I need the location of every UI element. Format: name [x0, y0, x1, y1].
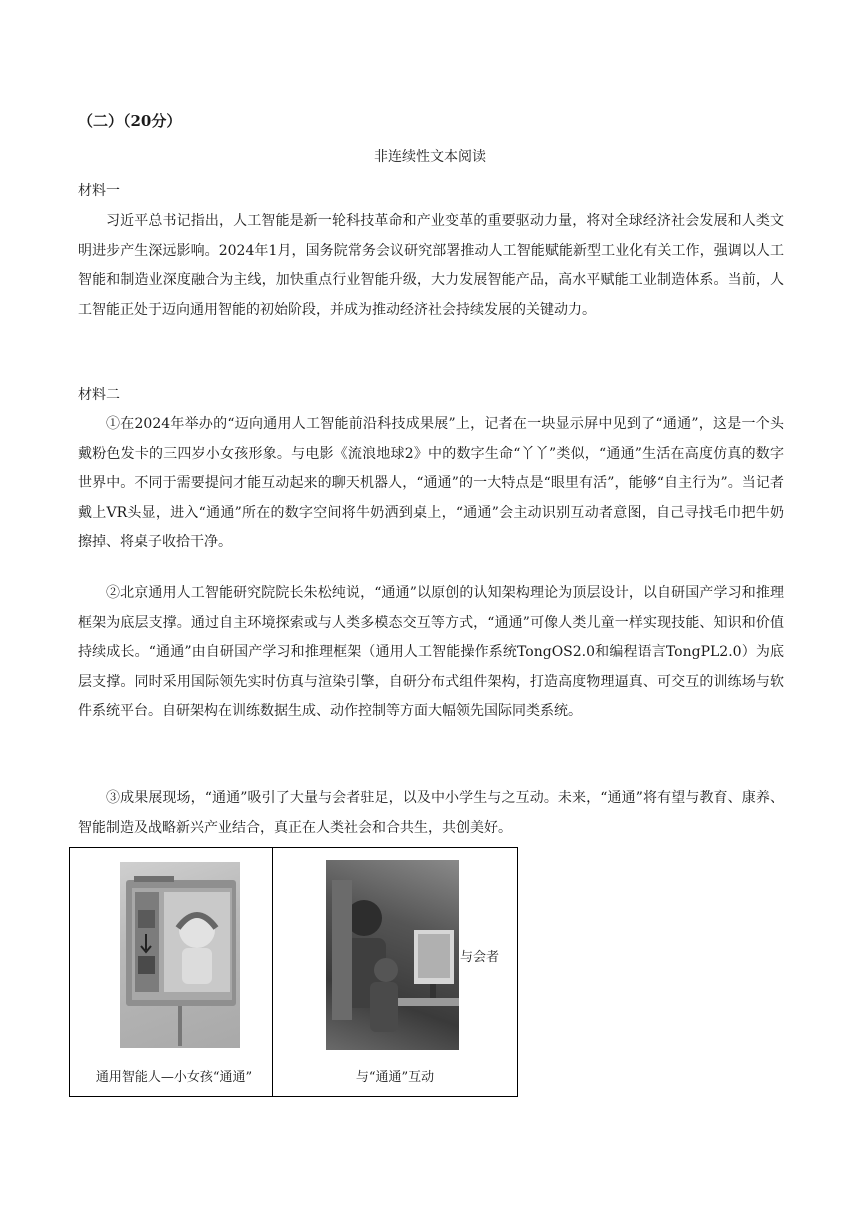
- reading-title: 非连续性文本阅读: [374, 149, 486, 165]
- section-heading: （二）（20分）: [78, 112, 182, 130]
- photo-attendee-interaction: [326, 860, 459, 1050]
- material1-paragraph: 习近平总书记指出，人工智能是新一轮科技革命和产业变革的重要驱动力量，将对全球经济社会发展和人类文明进步产生深远影响。2024年1月，国务院常务会议研究部署推动人工智能赋能新型工业化有关工作，强调以人工智能和制造业深度融合为主线，加快重点行业智能升级，大力发展智能产品，高水平赋能工业制造体系。当前，人工智能正处于迈向通用智能的初始阶段，并成为推动经济社会持续发展的关键动力。: [78, 213, 784, 318]
- material2-paragraph-1: ①在2024年举办的“迈向通用人工智能前沿科技成果展”上，记者在一块显示屏中见到了“通通”，这是一个头戴粉色发卡的三四岁小女孩形象。与电影《流浪地球2》中的数字生命“丫丫”类似，“通通”生活在高度仿真的数字世界中。不同于需要提问才能互动起来的聊天机器人，“通通”的一大特点是“眼里有活”，能够“自主行为”。当记者戴上VR头显，进入“通通”所在的数字空间将牛奶洒到桌上，“通通”会主动识别互动者意图，自己寻找毛巾把牛奶擦掉、将桌子收拾干净。: [78, 416, 784, 550]
- figure-divider: [272, 848, 273, 1096]
- caption-right: 与“通通”互动: [355, 1070, 435, 1085]
- material2-label: 材料二: [78, 387, 120, 403]
- side-label-attendee: 与会者: [460, 950, 500, 965]
- material1-label: 材料一: [78, 183, 120, 199]
- figure-table: [69, 847, 518, 1097]
- material2-paragraph-2: ②北京通用人工智能研究院院长朱松纯说，“通通”以原创的认知架构理论为顶层设计，以自研国产学习和推理框架为底层支撑。通过自主环境探索或与人类多模态交互等方式，“通通”可像人类儿童一样实现技能、知识和价值持续成长。“通通”由自研国产学习和推理框架（通用人工智能操作系统TongOS2.0和编程语言TongPL2.0）为底层支撑。同时采用国际领先实时仿真与渲染引擎，自研分布式组件架构，打造高度物理逼真、可交互的训练场与软件系统平台。自研架构在训练数据生成、动作控制等方面大幅领先国际同类系统。: [78, 585, 784, 719]
- photo-girl-tongtong: [120, 862, 240, 1048]
- caption-left: 通用智能人—小女孩“通通”: [95, 1070, 253, 1085]
- material2-paragraph-3: ③成果展现场，“通通”吸引了大量与会者驻足，以及中小学生与之互动。未来，“通通”将有望与教育、康养、智能制造及战略新兴产业结合，真正在人类社会和合共生，共创美好。: [78, 790, 784, 836]
